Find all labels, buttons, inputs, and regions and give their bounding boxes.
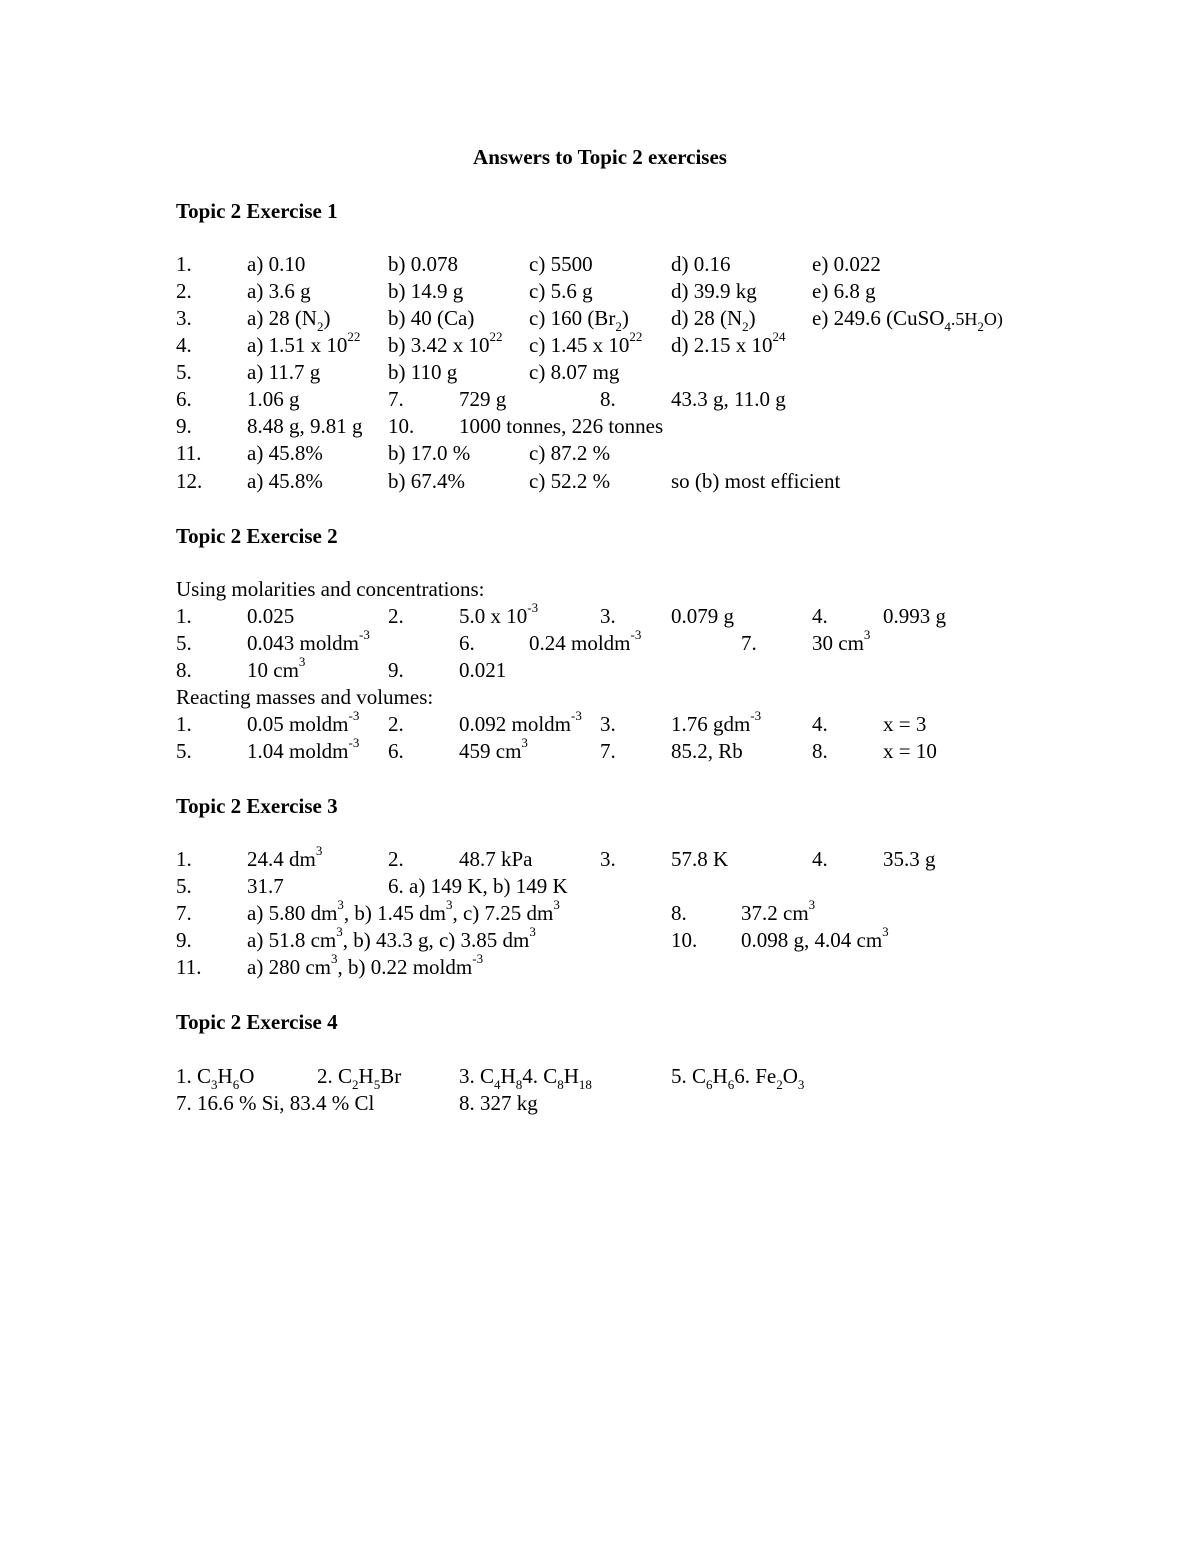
answer-number: 6.	[388, 739, 404, 763]
answer-number: 2.	[176, 279, 192, 303]
answer-value: c) 160 $(Br_2)$	[529, 306, 629, 335]
answer-value: a) 45.8%	[247, 441, 323, 465]
answer-value: 729 g	[459, 387, 507, 411]
answer-number: 8.	[600, 387, 616, 411]
answer-value: b) 14.9 g	[388, 279, 464, 303]
answer-value: x = 3	[883, 712, 927, 736]
answer-number: 11.	[176, 955, 202, 979]
answer-value: 24.4 $dm^3$	[247, 843, 323, 871]
answer-value: 10 $cm^3$	[247, 654, 306, 682]
answer-value: 35.3 g	[883, 847, 936, 871]
answer-value: 8. 327 kg	[459, 1091, 538, 1115]
answer-value: 5.0 x $10^{-3}$	[459, 600, 539, 628]
answer-value: a) 280 $cm^3$, b) 0.22 moldm$^{-3}$	[247, 951, 484, 979]
answer-value: 8.48 g, 9.81 g	[247, 414, 363, 438]
answer-value: 85.2, Rb	[671, 739, 743, 763]
answer-value: c) 8.07 mg	[529, 360, 620, 384]
answer-value: a) 1.51 x $10^{22}$	[247, 329, 361, 357]
answer-number: 5.	[176, 739, 192, 763]
answer-number: 3.	[176, 306, 192, 330]
answer-row	[0, 654, 1200, 684]
answer-row	[0, 873, 1200, 900]
answer-value: a) 5.80 $dm^3$, b) 1.45 $dm^3$, c) 7.25 $dm^3$	[247, 897, 560, 925]
answer-value: b) 67.4%	[388, 469, 465, 493]
answer-row	[0, 468, 1200, 495]
answer-value: e) 0.022	[812, 252, 881, 276]
answer-value: 7. 16.6 % Si, 83.4 % Cl	[176, 1091, 375, 1115]
answer-number: 3.	[600, 604, 616, 628]
answer-row	[0, 386, 1200, 413]
answer-value: a) 51.8 $cm^3$, b) 43.3 g, c) 3.85 $dm^3$	[247, 924, 536, 952]
answer-value: a) 3.6 g	[247, 279, 311, 303]
answer-number: 5.	[176, 631, 192, 655]
answer-value: 0.043 moldm$^{-3}$	[247, 627, 370, 655]
answer-row	[0, 843, 1200, 873]
answer-value: a) 45.8%	[247, 469, 323, 493]
answer-value: e) 249.6 $(CuSO_4.5H_2O)$	[812, 306, 1003, 335]
answer-number: 2.	[388, 847, 404, 871]
answer-value: 0.098 g, 4.04 $cm^3$	[741, 924, 889, 952]
answer-number: 1.	[176, 604, 192, 628]
answer-value: 0.05 moldm$^{-3}$	[247, 708, 360, 736]
answer-row	[0, 1063, 1200, 1093]
answer-value: 2. $C_2H_5Br$	[317, 1064, 402, 1093]
section-subheading: Using molarities and concentrations:	[176, 577, 485, 601]
answer-value: 48.7 kPa	[459, 847, 533, 871]
answer-value: a) 0.10	[247, 252, 306, 276]
answer-value: 5. $C_6H_66$. $Fe_2O_3$	[671, 1064, 805, 1093]
answer-value: 1. $C_3H_6O$	[176, 1064, 255, 1093]
exercise-3-heading: Topic 2 Exercise 3	[176, 794, 338, 818]
answer-value: 31.7	[247, 874, 284, 898]
answer-value: b) 17.0 %	[388, 441, 471, 465]
answer-row	[0, 413, 1200, 440]
answer-value: c) 52.2 %	[529, 469, 611, 493]
answer-value: c) 1.45 x $10^{22}$	[529, 329, 643, 357]
answer-number: 9.	[388, 658, 404, 682]
answer-value: 57.8 K	[671, 847, 729, 871]
answer-value: 0.24 moldm$^{-3}$	[529, 627, 642, 655]
answer-number: 9.	[176, 928, 192, 952]
answer-row	[0, 924, 1200, 954]
answer-number: 6.	[176, 387, 192, 411]
answer-value: a) 28 $(N_2)$	[247, 306, 331, 335]
answer-value: 0.993 g	[883, 604, 946, 628]
answer-value: b) 40 (Ca)	[388, 306, 475, 330]
answer-number: 3.	[600, 712, 616, 736]
answer-number: 8.	[176, 658, 192, 682]
answer-number: 11.	[176, 441, 202, 465]
answer-row	[0, 708, 1200, 738]
answer-value: a) 11.7 g	[247, 360, 321, 384]
answer-number: 1.	[176, 252, 192, 276]
answer-number: 7.	[600, 739, 616, 763]
answer-number: 3.	[600, 847, 616, 871]
answer-number: 1.	[176, 847, 192, 871]
answer-value: so (b) most efficient	[671, 469, 841, 493]
answer-number: 2.	[388, 712, 404, 736]
answer-value: d) 2.15 x $10^{24}$	[671, 329, 786, 357]
answer-value: d) 0.16	[671, 252, 731, 276]
answer-value: 0.025	[247, 604, 295, 628]
exercise-4-heading: Topic 2 Exercise 4	[176, 1010, 338, 1034]
answer-number: 4.	[812, 604, 828, 628]
answer-value: b) 3.42 x $10^{22}$	[388, 329, 503, 357]
answer-number: 5.	[176, 360, 192, 384]
answer-row	[0, 951, 1200, 981]
answer-value: c) 5500	[529, 252, 593, 276]
answer-value: 6. a) 149 K, b) 149 K	[388, 874, 568, 898]
answer-value: b) 110 g	[388, 360, 458, 384]
answer-number: 7.	[388, 387, 404, 411]
answer-number: 7.	[176, 901, 192, 925]
answer-value: 3. $C_4H_84$. $C_8H_{18}$	[459, 1064, 592, 1093]
answer-row	[0, 251, 1200, 278]
answer-number: 1.	[176, 712, 192, 736]
answer-number: 6.	[459, 631, 475, 655]
answer-row	[0, 305, 1200, 335]
answer-row	[0, 735, 1200, 765]
answer-row	[0, 440, 1200, 467]
answer-row	[0, 1090, 1200, 1117]
answer-number: 4.	[812, 847, 828, 871]
answer-number: 12.	[176, 469, 203, 493]
answer-value: c) 5.6 g	[529, 279, 593, 303]
answer-number: 8.	[671, 901, 687, 925]
exercise-2-heading: Topic 2 Exercise 2	[176, 524, 338, 548]
answer-number: 5.	[176, 874, 192, 898]
answer-row	[0, 600, 1200, 630]
answer-number: 10.	[388, 414, 415, 438]
answer-value: 0.079 g	[671, 604, 734, 628]
answer-row	[0, 359, 1200, 386]
answer-number: 4.	[176, 333, 192, 357]
answer-number: 10.	[671, 928, 698, 952]
answer-value: 1000 tonnes, 226 tonnes	[459, 414, 664, 438]
answer-value: 0.092 moldm$^{-3}$	[459, 708, 582, 736]
answer-value: 1.06 g	[247, 387, 300, 411]
answer-number: 2.	[388, 604, 404, 628]
answer-value: 43.3 g, 11.0 g	[671, 387, 786, 411]
answer-value: d) 39.9 kg	[671, 279, 757, 303]
page-title: Answers to Topic 2 exercises	[473, 145, 727, 169]
answer-value: c) 87.2 %	[529, 441, 611, 465]
answer-value: 0.021	[459, 658, 507, 682]
section-subheading: Reacting masses and volumes:	[176, 685, 434, 709]
answer-value: e) 6.8 g	[812, 279, 876, 303]
answer-value: 30 $cm^3$	[812, 627, 871, 655]
answer-row	[0, 627, 1200, 657]
answer-number: 4.	[812, 712, 828, 736]
answer-value: d) 28 $(N_2)$	[671, 306, 756, 335]
answer-row	[0, 897, 1200, 927]
answer-number: 9.	[176, 414, 192, 438]
answer-number: 7.	[741, 631, 757, 655]
exercise-1-heading: Topic 2 Exercise 1	[176, 199, 338, 223]
answer-value: 37.2 $cm^3$	[741, 897, 816, 925]
answer-value: 459 $cm^3$	[459, 735, 528, 763]
answer-number: 8.	[812, 739, 828, 763]
answer-value: b) 0.078	[388, 252, 458, 276]
answer-value: 1.04 moldm$^{-3}$	[247, 735, 360, 763]
answer-row	[0, 329, 1200, 359]
answer-value: 1.76 gdm$^{-3}$	[671, 708, 762, 736]
answer-row	[0, 278, 1200, 305]
answer-value: x = 10	[883, 739, 937, 763]
